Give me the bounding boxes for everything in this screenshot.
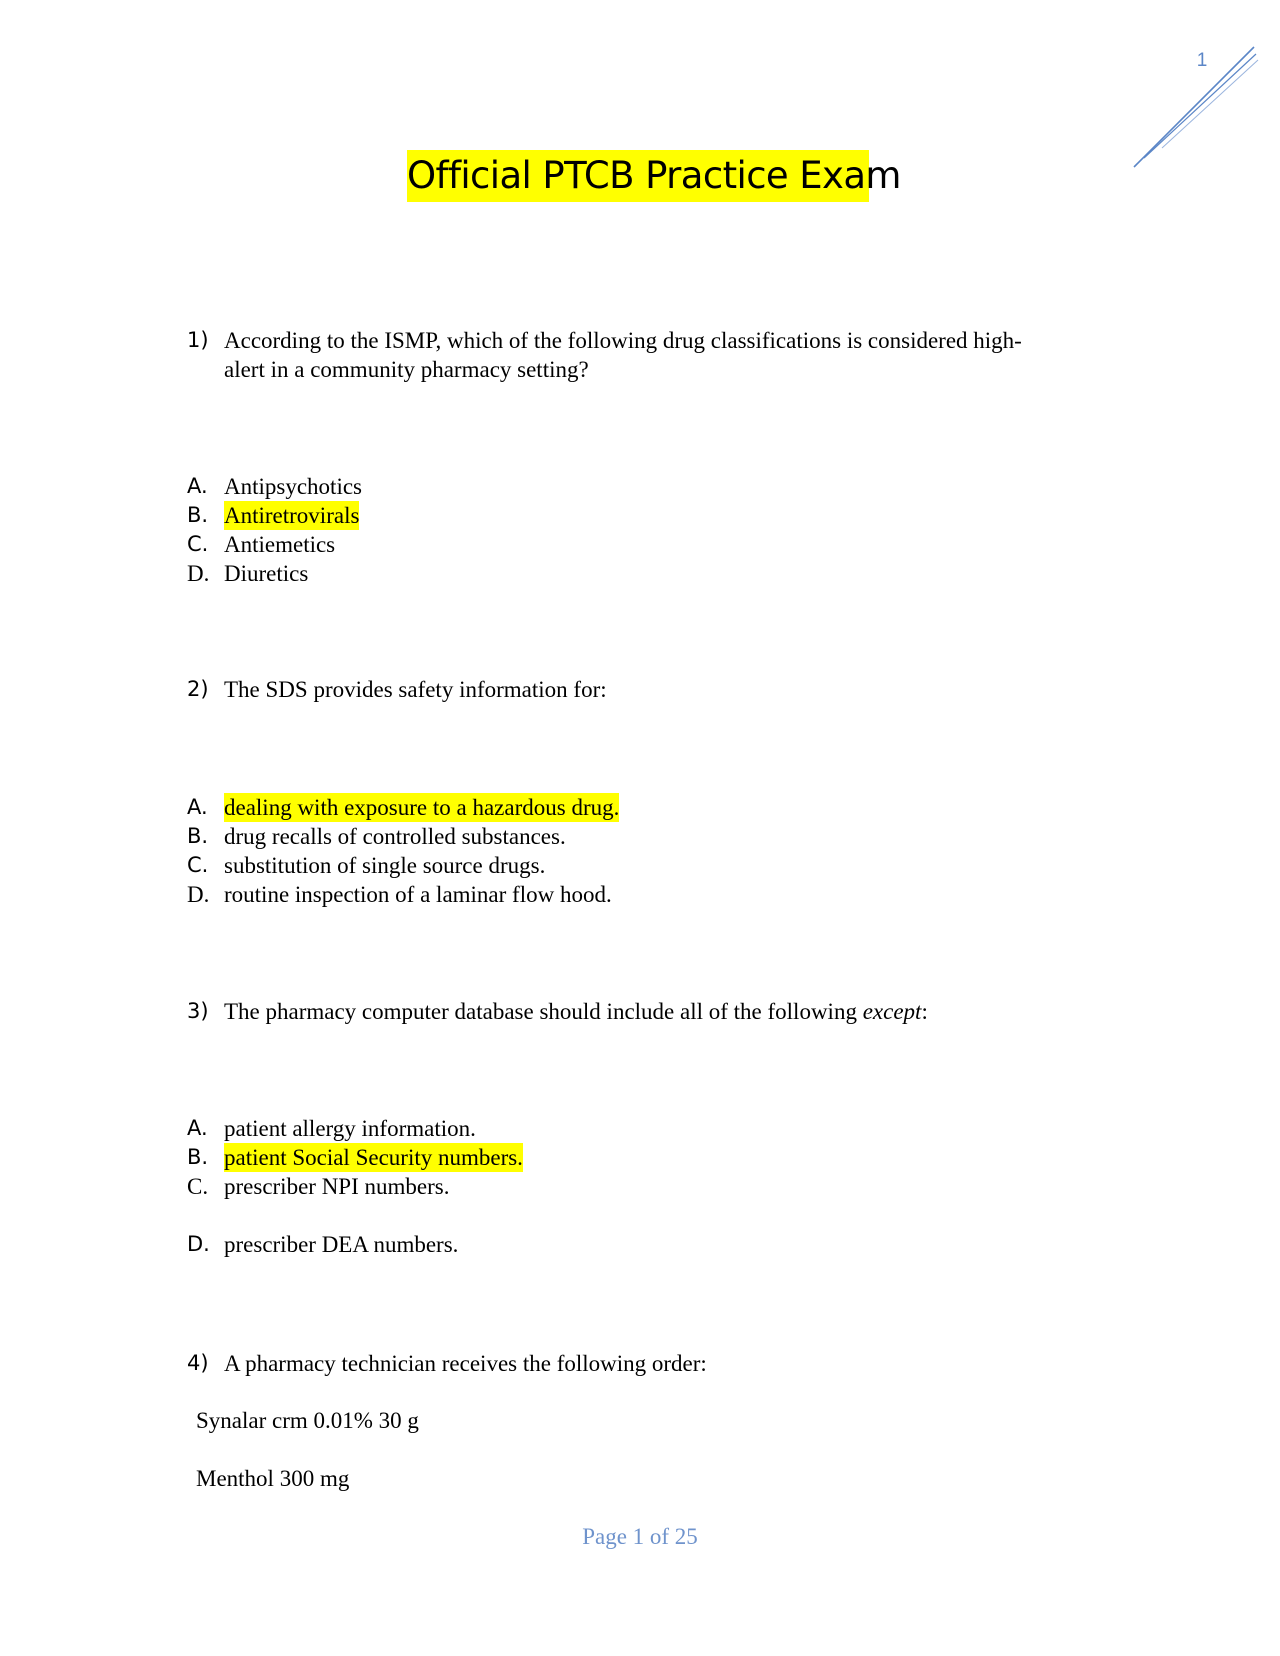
option-text: prescriber DEA numbers. [224,1232,459,1257]
question-2-options [187,793,1047,909]
option-text: routine inspection of a laminar flow hood. [224,882,612,907]
option-letter: C. [187,532,209,556]
option-letter: B. [187,824,209,848]
question-number: 2) [187,677,209,701]
option-a [187,1114,1047,1143]
option-text: Diuretics [224,561,309,586]
option-text-highlighted: patient Social Security numbers. [224,1145,523,1170]
option-letter: A. [187,795,208,819]
question-text-main: The pharmacy computer database should include all of the following [224,999,863,1024]
question-text [224,997,1047,1026]
question-4 [187,1349,1047,1378]
document-title: Official PTCB Practice Exam [407,150,869,202]
order-line: Menthol 300 mg [196,1466,350,1491]
option-c [187,851,1047,880]
footer-page-indicator: Page 1 of 25 [582,1524,698,1549]
option-text: Antipsychotics [224,474,362,499]
question-number: 3) [187,999,209,1023]
option-letter: A. [187,1116,208,1140]
option-letter: D. [187,882,210,907]
option-d [187,1230,1047,1259]
option-text: Antiemetics [224,532,336,557]
question-number: 1) [187,328,209,352]
option-text: substitution of single source drugs. [224,853,546,878]
option-text: prescriber NPI numbers. [224,1174,450,1199]
option-d [187,559,1047,588]
question-2 [187,675,1047,704]
question-text-emphasis: except [862,999,922,1024]
option-text-highlighted: Antiretrovirals [224,503,360,528]
option-letter: A. [187,474,208,498]
question-3 [187,997,1047,1026]
option-letter: D. [187,1232,210,1256]
question-text-end: : [921,999,928,1024]
option-a [187,793,1047,822]
option-b [187,501,1047,530]
header-page-number: 1 [1196,50,1208,71]
question-text: The SDS provides safety information for: [224,677,607,702]
option-letter: B. [187,503,209,527]
question-number: 4) [187,1351,209,1375]
option-c [187,1172,1047,1201]
question-text: According to the ISMP, which of the following drug classifications is considered high- alert in a community pharmacy setting? [224,328,1022,382]
option-letter: B. [187,1145,209,1169]
option-text-highlighted: dealing with exposure to a hazardous drug. [224,795,620,820]
option-letter: D. [187,561,210,586]
option-b [187,1143,1047,1172]
option-b [187,822,1047,851]
option-text: patient allergy information. [224,1116,476,1141]
option-text: drug recalls of controlled substances. [224,824,566,849]
option-letter: C. [187,1174,209,1199]
question-1-options [187,472,1047,588]
corner-decoration [1128,40,1268,180]
question-3-options [187,1114,1047,1259]
option-a [187,472,1047,501]
question-text: A pharmacy technician receives the following order: [224,1351,707,1376]
question-1 [187,326,1047,384]
option-letter: C. [187,853,209,877]
option-c [187,530,1047,559]
order-line: Synalar crm 0.01% 30 g [196,1408,419,1433]
option-d [187,880,1047,909]
